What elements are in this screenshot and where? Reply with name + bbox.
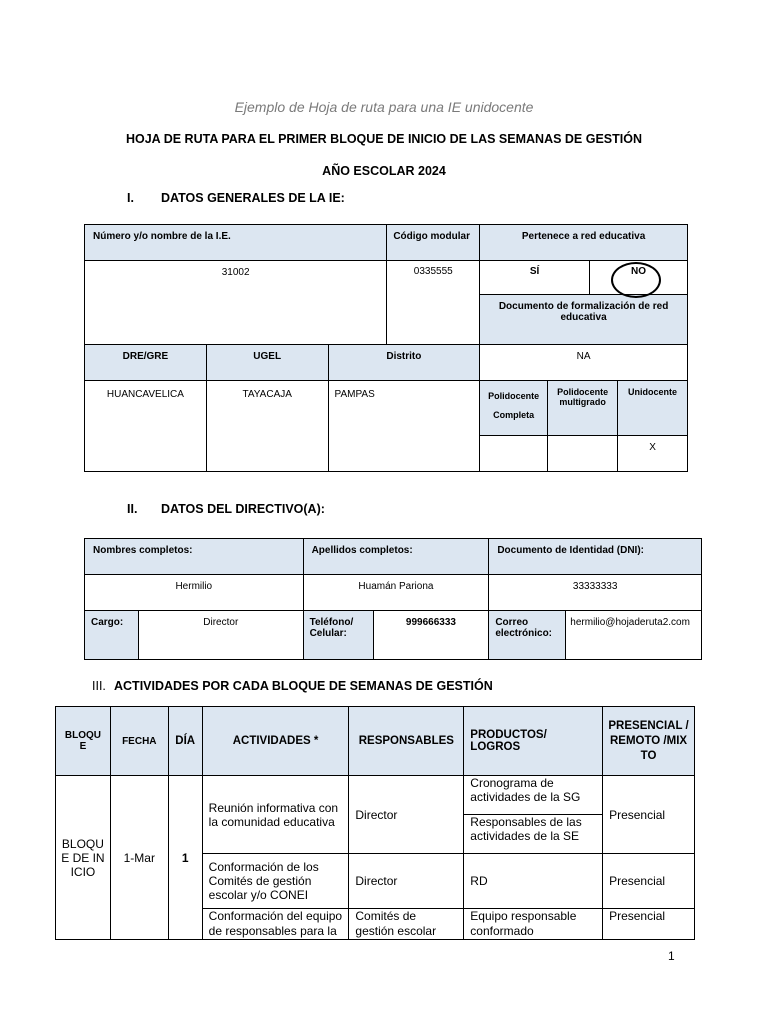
last-names-value: Huamán Pariona <box>303 575 489 611</box>
header-unidocente: Unidocente <box>618 381 688 436</box>
network-yes: SÍ <box>480 261 590 295</box>
responsible-1: Director <box>349 776 464 854</box>
section-2-label: DATOS DEL DIRECTIVO(A): <box>161 502 325 516</box>
modality-1: Presencial <box>603 776 695 854</box>
header-activities: ACTIVIDADES * <box>202 707 349 776</box>
polidocente-label: Polidocente <box>488 391 540 401</box>
section-3-label: ACTIVIDADES POR CADA BLOQUE DE SEMANAS DE GESTIÓN <box>114 679 493 693</box>
responsible-3: Comités de gestión escolar <box>349 909 464 940</box>
network-no: NO <box>590 261 688 295</box>
ie-data-table <box>84 224 688 472</box>
block-value: BLOQUE DE INICIO <box>56 776 111 940</box>
ugel-value: TAYACAJA <box>206 381 328 472</box>
phone-value: 999666333 <box>373 611 489 660</box>
responsible-2: Director <box>349 854 464 909</box>
header-email: Correo electrónico: <box>489 611 566 660</box>
unidocente-mark: X <box>618 436 688 472</box>
header-ie-name: Número y/o nombre de la I.E. <box>85 225 387 261</box>
header-dre: DRE/GRE <box>85 345 207 381</box>
document-subtitle: Ejemplo de Hoja de ruta para una IE unidocente <box>234 99 534 115</box>
header-dni: Documento de Identidad (DNI): <box>489 539 702 575</box>
header-modular-code: Código modular <box>387 225 480 261</box>
date-value: 1-Mar <box>110 776 168 940</box>
section-1-number: I. <box>127 191 134 205</box>
director-data-table <box>84 538 702 660</box>
section-3-number: III. <box>92 679 106 693</box>
modality-2: Presencial <box>603 854 695 909</box>
activity-3: Conformación del equipo de responsables para la <box>202 909 349 940</box>
header-formalization-doc: Documento de formalización de red educativa <box>480 295 688 345</box>
product-3: Equipo responsable conformado <box>464 909 603 940</box>
dre-value: HUANCAVELICA <box>85 381 207 472</box>
header-modality: PRESENCIAL /REMOTO /MIXTO <box>603 707 695 776</box>
section-3-heading <box>92 679 493 693</box>
header-network: Pertenece a red educativa <box>480 225 688 261</box>
header-products: PRODUCTOS/ LOGROS <box>464 707 603 776</box>
header-polidocente-completa <box>480 381 548 436</box>
polidocente-multigrado-value <box>548 436 618 472</box>
header-date: FECHA <box>110 707 168 776</box>
section-2-number: II. <box>127 502 138 516</box>
product-1a: Cronograma de actividades de la SG <box>464 776 603 815</box>
header-first-names: Nombres completos: <box>85 539 304 575</box>
product-1b: Responsables de las actividades de la SE <box>464 815 603 854</box>
dni-value: 33333333 <box>489 575 702 611</box>
position-value: Director <box>138 611 303 660</box>
modular-code-value: 0335555 <box>387 261 480 345</box>
polidocente-completa-value <box>480 436 548 472</box>
header-phone: Teléfono/ Celular: <box>303 611 373 660</box>
header-responsible: RESPONSABLES <box>349 707 464 776</box>
header-position: Cargo: <box>85 611 139 660</box>
ie-name-value: 31002 <box>85 261 387 345</box>
modality-3: Presencial <box>603 909 695 940</box>
school-year: AÑO ESCOLAR 2024 <box>322 164 446 178</box>
section-2-heading <box>127 502 325 516</box>
header-day: DÍA <box>168 707 202 776</box>
document-title: HOJA DE RUTA PARA EL PRIMER BLOQUE DE INICIO DE LAS SEMANAS DE GESTIÓN <box>125 132 642 146</box>
activities-table <box>55 706 695 940</box>
header-polidocente-multigrado: Polidocente multigrado <box>548 381 618 436</box>
header-district: Distrito <box>328 345 480 381</box>
district-value: PAMPAS <box>328 381 480 472</box>
email-value: hermilio@hojaderuta2.com <box>566 611 702 660</box>
section-1-heading <box>127 191 345 205</box>
selection-circle <box>611 262 661 298</box>
day-value: 1 <box>168 776 202 940</box>
page-number: 1 <box>668 949 675 963</box>
header-ugel: UGEL <box>206 345 328 381</box>
activity-2: Conformación de los Comités de gestión escolar y/o CONEI <box>202 854 349 909</box>
header-block: BLOQUE <box>56 707 111 776</box>
first-names-value: Hermilio <box>85 575 304 611</box>
formalization-doc-value: NA <box>480 345 688 381</box>
completa-label: Completa <box>493 410 535 420</box>
activity-1: Reunión informativa con la comunidad educativa <box>202 776 349 854</box>
header-last-names: Apellidos completos: <box>303 539 489 575</box>
product-2: RD <box>464 854 603 909</box>
section-1-label: DATOS GENERALES DE LA IE: <box>161 191 345 205</box>
